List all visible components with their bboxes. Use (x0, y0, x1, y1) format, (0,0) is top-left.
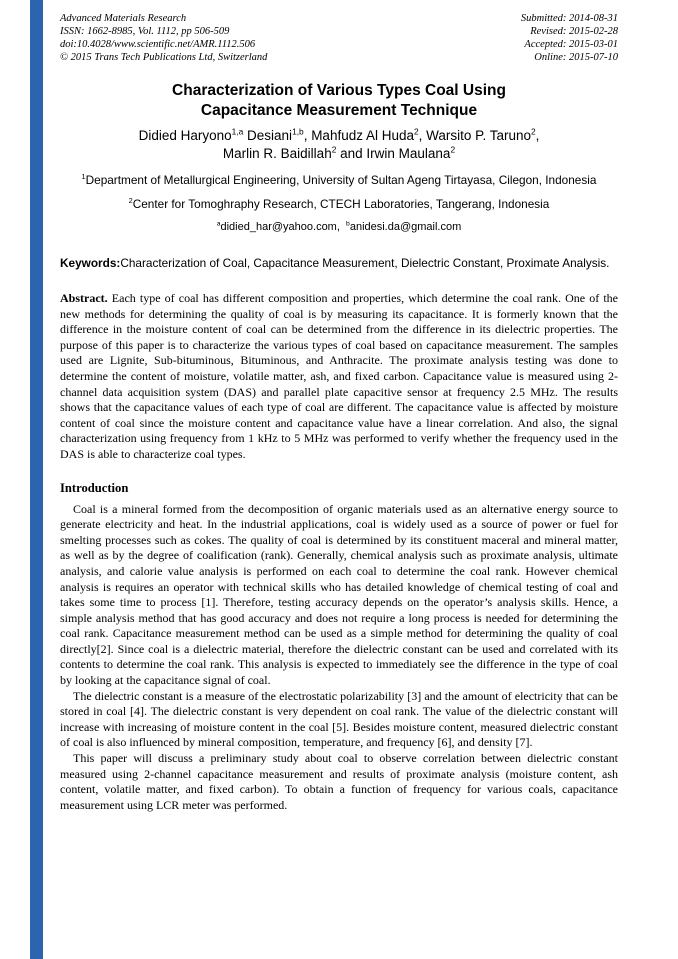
authors-line-2: Marlin R. Baidillah$^2$ and Irwin Maulana$^2$ (222, 144, 456, 162)
journal-issn-line: ISSN: 1662-8985, Vol. 1112, pp 506-509 (60, 26, 230, 38)
submitted-date: Submitted: 2014-08-31 (520, 13, 618, 24)
keywords-label: Keywords: (60, 255, 121, 270)
abstract-label: Abstract. (60, 291, 108, 306)
paper-title (60, 81, 618, 121)
paper-title-line-1: Characterization of Various Types Coal Using (172, 81, 506, 99)
abstract-text: Each type of coal has different composition and properties, which determine the coal rank. One of the new methods for determining the quality of coal is by measuring its capacitance. It is formerly known that the difference in the moisture content of coal can be determined from the difference in its dielectric properties. The purpose of this paper is to characterize the various types of coal based on capacitance measurement. The samples used are Lignite, Sub-bituminous, Bituminous, and Anthracite. The proximate analysis testing was done to determine the content of moisture, volatile matter, ash, and fixed carbon. Capacitance value is measured using 2-channel data acquisition system (DAS) and parallel plate capacitive sensor at frequency 2.5 MHz. The results shows that the capacitance values of each type of coal are different. The capacitance value is affected by moisture content of coal since the moisture content and capacitance value have a linear correlation. And also, the signal characterization using frequency from 1 kHz to 5 MHz was performed to verify whether the frequency used in the DAS is able to characterize coal types. (60, 291, 618, 461)
affiliation-1: $^1$Department of Metallurgical Engineering, University of Sultan Ageng Tirtayasa, Cilegon, Indonesia (81, 172, 597, 188)
intro-paragraph-3: This paper will discuss a preliminary study about coal to observe correlation between dielectric constant measured using 2-channel capacitance measurement and results of proximate analysis (moisture content, ash content, volatile matter, and fixed carbon). To obtain a function of frequency for various coals, capacitance measurement using LCR meter was performed. (60, 751, 618, 812)
journal-name: Advanced Materials Research (60, 13, 187, 24)
intro-paragraph-1: Coal is a mineral formed from the decomposition of organic materials used as an alternative energy source to generate electricity and heat. In the industrial applications, coal is widely used as a source of power or fuel for smelting processes such as cokes. The quality of coal is determined by its constituent maceral and mineral matter, as well as by the degree of coalification (rank). Generally, chemical analysis such as proximate analysis, ultimate analysis, and calorie value analysis is performed on each coal to determine the coal rank. However chemical analysis is requires an operator with technical skills who has detailed knowledge of chemical testing of coal and takes some time to process [1]. Therefore, testing accuracy depends on the operator’s analysis skills. Hence, a simple analysis method that has good accuracy and does not require a long process is needed for determining the coal rank. Capacitance measurement method can be used as a simple method for determining the quality of coal directly[2]. Since coal is a dielectric material, therefore the dielectric constant can be used and correlated with its contents to determine the coal rank. This analysis is expected to immediately see the difference in the type of coal by looking at the capacitance signal of coal. (60, 501, 618, 688)
journal-doi-line: doi:10.4028/www.scientific.net/AMR.1112.506 (60, 39, 256, 51)
author-emails: $^a$didied_har@yahoo.com, $^b$anidesi.da@gmail.com (216, 219, 462, 233)
submission-dates (521, 12, 618, 65)
keywords-block (60, 255, 618, 272)
journal-copyright-line: © 2015 Trans Tech Publications Ltd, Switzerland (60, 52, 268, 64)
revised-date: Revised: 2015-02-28 (530, 26, 618, 38)
online-date: Online: 2015-07-10 (534, 52, 618, 64)
abstract-block (60, 291, 618, 463)
intro-paragraph-2: The dielectric constant is a measure of the electrostatic polarizability [3] and the amount of electricity that can be stored in coal [4]. The dielectric constant is very dependent on coal rank. The value of the dielectric constant will increase with increasing of moisture content in the coal [5]. Besides moisture content, measured dielectric constant of coal is also influenced by mineral composition, temperature, and frequency [6], and density [7]. (60, 688, 618, 750)
section-heading-introduction: Introduction (60, 480, 129, 495)
accepted-date: Accepted: 2015-03-01 (524, 39, 618, 51)
keywords-text: Characterization of Coal, Capacitance Measurement, Dielectric Constant, Proximate Analysis. (120, 255, 610, 270)
affiliation-2: $^2$Center for Tomoghraphy Research, CTECH Laboratories, Tangerang, Indonesia (128, 195, 550, 211)
authors-block (60, 127, 618, 164)
journal-info (60, 12, 267, 65)
authors-line-1: Didied Haryono$^{1,a}$ Desiani$^{1,b}$, Mahfudz Al Huda$^2$, Warsito P. Taruno$^2$, (138, 126, 540, 143)
page-header (60, 12, 618, 65)
page-content (60, 12, 618, 813)
left-edge-bar (30, 0, 43, 959)
paper-title-line-2: Capacitance Measurement Technique (200, 101, 478, 119)
